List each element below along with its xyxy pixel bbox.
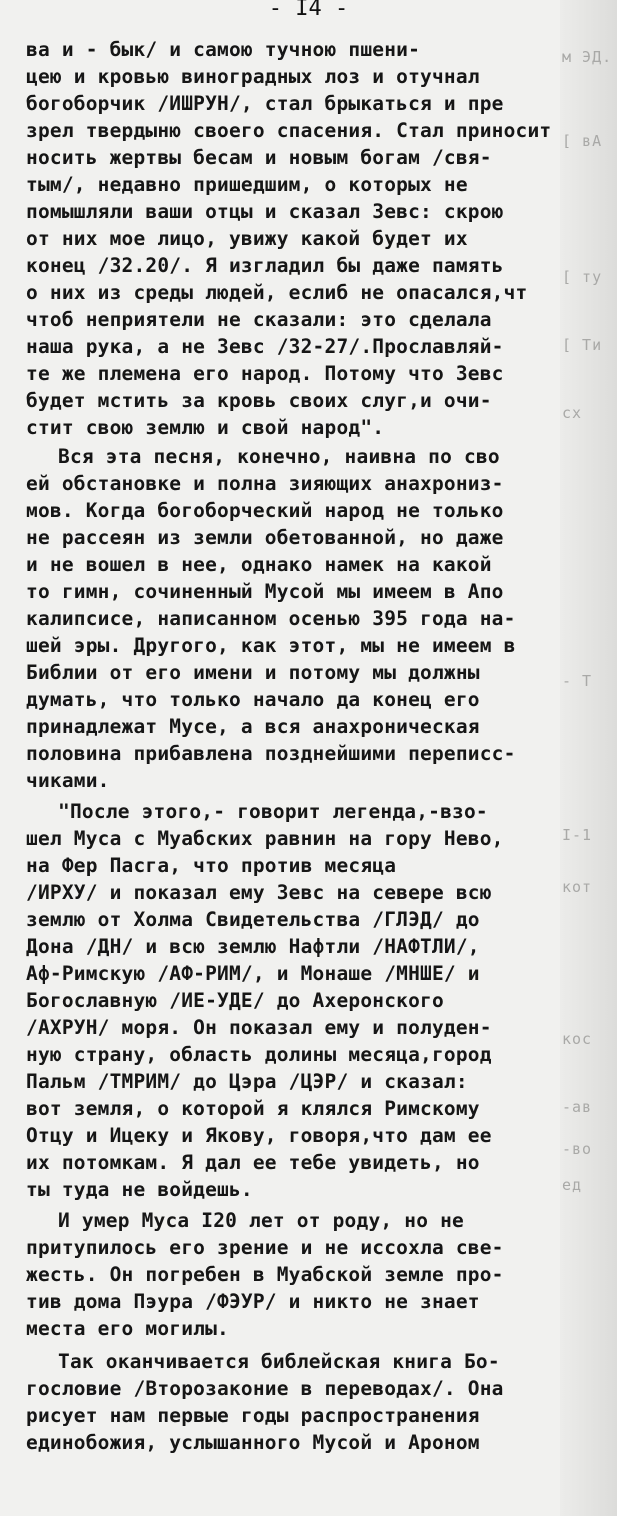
text-line: Богославную /ИЕ-УДЕ/ до Ахеронского — [26, 989, 444, 1012]
text-line: чтоб неприятели не сказали: это сделала — [26, 308, 492, 331]
paragraph-first-line: Так оканчивается библейская книга Бо- — [58, 1350, 500, 1373]
text-line: конец /32.20/. Я изгладил бы даже память — [26, 254, 504, 277]
text-line: жесть. Он погребен в Муабской земле про- — [26, 1263, 504, 1286]
bleed-mark: [ вА — [562, 132, 603, 150]
text-line: богоборчик /ИШРУН/, стал брыкаться и пре — [26, 92, 504, 115]
text-line: ва и - бык/ и самою тучною пшени- — [26, 38, 421, 61]
text-line: думать, что только начало да конец его — [26, 688, 480, 711]
bleed-mark: -во — [562, 1140, 593, 1158]
text-line: зрел твердыню своего спасения. Стал приносит — [26, 119, 552, 142]
text-line: мов. Когда богоборческий народ не только — [26, 499, 504, 522]
text-line: наша рука, а не Зевс /32-27/.Прославляй- — [26, 335, 504, 358]
text-line: чиками. — [26, 769, 110, 792]
text-line: на Фер Пасга, что против месяца — [26, 854, 397, 877]
bleed-through-column — [560, 0, 617, 1516]
text-line: ты туда не войдешь. — [26, 1178, 253, 1201]
text-line: шей эры. Другого, как этот, мы не имеем в — [26, 634, 516, 657]
text-line: ей обстановке и полна зияющих анахрониз- — [26, 472, 504, 495]
text-line: Дона /ДН/ и всю землю Нафтли /НАФТЛИ/, — [26, 935, 480, 958]
text-line: цею и кровью виноградных лоз и отучнал — [26, 65, 480, 88]
text-line: половина прибавлена позднейшими переписс- — [26, 742, 516, 765]
text-line: не рассеян из земли обетованной, но даже — [26, 526, 504, 549]
bleed-mark: сх — [562, 404, 583, 422]
page-number: - I4 - — [268, 0, 349, 21]
paragraph-first-line: И умер Муса I20 лет от роду, но не — [58, 1209, 464, 1232]
bleed-mark: ед — [562, 1176, 583, 1194]
bleed-mark: кос — [562, 1030, 593, 1048]
text-line: Аф-Римскую /АФ-РИМ/, и Монаше /МНШЕ/ и — [26, 962, 480, 985]
bleed-mark: - Т — [562, 672, 593, 690]
text-line: будет мстить за кровь своих слуг,и очи- — [26, 389, 492, 412]
text-line: Пальм /ТМРИМ/ до Цэра /ЦЭР/ и сказал: — [26, 1070, 468, 1093]
text-line: помышляли ваши отцы и сказал Зевс: скрою — [26, 200, 504, 223]
text-line: принадлежат Мусе, а вся анахроническая — [26, 715, 480, 738]
bleed-mark: м ЭД. — [562, 48, 613, 66]
bleed-mark: кот — [562, 878, 593, 896]
paragraph-first-line: "После этого,- говорит легенда,-взо- — [58, 800, 488, 823]
text-line: /АХРУН/ моря. Он показал ему и полуден- — [26, 1016, 492, 1039]
text-line: места его могилы. — [26, 1317, 229, 1340]
bleed-mark: [ Ти — [562, 336, 603, 354]
text-line: ную страну, область долины месяца,город — [26, 1043, 492, 1066]
text-line: /ИРХУ/ и показал ему Зевс на севере всю — [26, 881, 492, 904]
text-line: тив дома Пэура /ФЭУР/ и никто не знает — [26, 1290, 480, 1313]
text-line: тым/, недавно пришедшим, о которых не — [26, 173, 468, 196]
bleed-mark: -ав — [562, 1098, 593, 1116]
text-line: калипсисе, написанном осенью 395 года на- — [26, 607, 516, 630]
paragraph-first-line: Вся эта песня, конечно, наивна по сво — [58, 445, 500, 468]
text-line: их потомкам. Я дал ее тебе увидеть, но — [26, 1151, 480, 1174]
text-line: единобожия, услышанного Мусой и Ароном — [26, 1431, 480, 1454]
text-line: притупилось его зрение и не иссохла све- — [26, 1236, 504, 1259]
text-line: те же племена его народ. Потому что Зевс — [26, 362, 504, 385]
text-line: от них мое лицо, увижу какой будет их — [26, 227, 468, 250]
text-line: шел Муса с Муабских равнин на гору Нево, — [26, 827, 504, 850]
text-line: вот земля, о которой я клялся Римскому — [26, 1097, 480, 1120]
bleed-mark: I-1 — [562, 826, 593, 844]
text-line: о них из среды людей, еслиб не опасался,чт — [26, 281, 528, 304]
text-line: и не вошел в нее, однако намек на какой — [26, 553, 492, 576]
text-line: носить жертвы бесам и новым богам /свя- — [26, 146, 492, 169]
text-line: то гимн, сочиненный Мусой мы имеем в Апо — [26, 580, 504, 603]
text-line: гословие /Второзаконие в переводах/. Она — [26, 1377, 504, 1400]
text-line: рисует нам первые годы распространения — [26, 1404, 480, 1427]
text-line: землю от Холма Свидетельства /ГЛЭД/ до — [26, 908, 480, 931]
text-line: стит свою землю и свой народ". — [26, 416, 385, 439]
text-line: Отцу и Ицеку и Якову, говоря,что дам ее — [26, 1124, 492, 1147]
text-line: Библии от его имени и потому мы должны — [26, 661, 480, 684]
bleed-mark: [ ту — [562, 268, 603, 286]
